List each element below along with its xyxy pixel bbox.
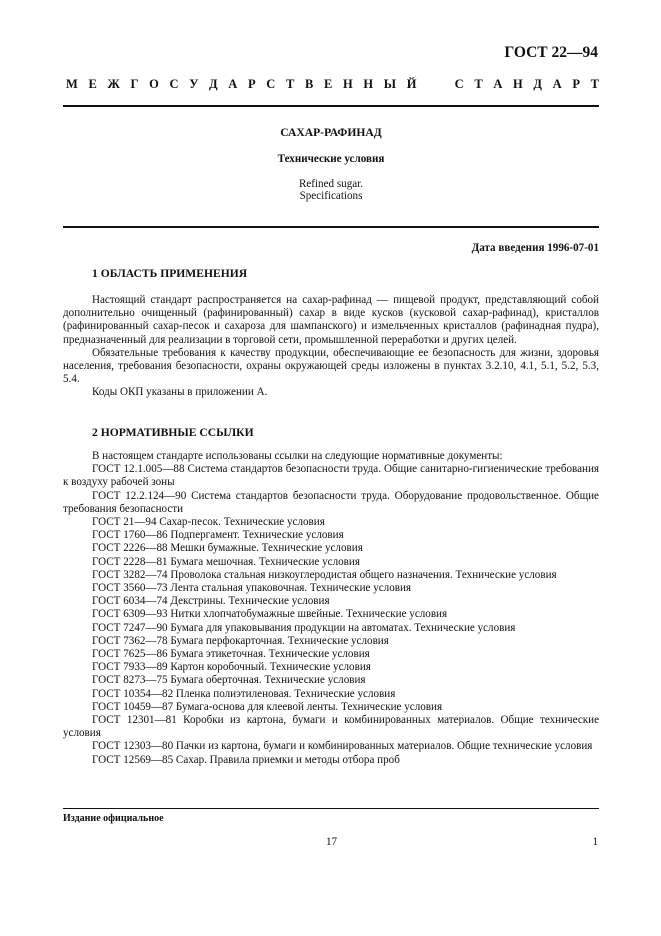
banner-letter: Н <box>513 77 523 91</box>
reference-item: ГОСТ 6034—74 Декстрины. Технические условия <box>92 595 330 608</box>
footer-rule <box>63 808 599 809</box>
banner-letter: Ж <box>107 77 120 91</box>
banner-letter <box>441 78 444 91</box>
document-title: САХАР-РАФИНАД <box>280 126 382 139</box>
reference-item: ГОСТ 6309—93 Нитки хлопчатобумажные швейные. Технические условия <box>92 608 448 621</box>
banner-letter: С <box>454 77 464 91</box>
reference-item: ГОСТ 12.1.005—88 Система стандартов безопасности труда. Общие санитарно-гигиенические требования к воздуху рабочей зоны <box>63 463 599 489</box>
reference-item: ГОСТ 7933—89 Картон коробочный. Технические условия <box>92 661 371 674</box>
banner-letter: А <box>228 77 238 91</box>
reference-item: ГОСТ 7247—90 Бумага для упаковывания продукции на автоматах. Технические условия <box>92 621 516 634</box>
document-code: ГОСТ 22—94 <box>504 44 598 61</box>
banner-letter: Т <box>590 77 599 91</box>
reference-item: ГОСТ 12301—81 Коробки из картона, бумаги и комбинированных материалов. Общие технические условия <box>63 714 599 740</box>
standard-banner <box>66 78 599 91</box>
reference-item: ГОСТ 12.2.124—90 Система стандартов безопасности труда. Оборудование продовольственное. Общие требования безопасности <box>63 489 599 515</box>
banner-letter: Н <box>363 77 374 91</box>
banner-letter: Р <box>247 77 256 91</box>
banner-letter: Р <box>572 77 580 91</box>
section-1-heading: 1 ОБЛАСТЬ ПРИМЕНЕНИЯ <box>92 267 248 280</box>
reference-item: ГОСТ 10459—87 Бумага-основа для клеевой ленты. Технические условия <box>92 700 443 713</box>
banner-letter: У <box>189 77 199 91</box>
reference-item: ГОСТ 3560—73 Лента стальная упаковочная. Технические условия <box>92 582 412 595</box>
reference-item: ГОСТ 1760—86 Подпергамент. Технические условия <box>92 529 344 542</box>
banner-letter: Т <box>474 77 483 91</box>
banner-letter: А <box>493 77 503 91</box>
page-number-center: 17 <box>326 836 338 848</box>
banner-letter: А <box>552 77 562 91</box>
reference-item: ГОСТ 2226—88 Мешки бумажные. Технические условия <box>92 542 363 555</box>
reference-item: ГОСТ 10354—82 Пленка полиэтиленовая. Технические условия <box>92 687 396 700</box>
reference-item: ГОСТ 2228—81 Бумага мешочная. Технические условия <box>92 555 360 568</box>
reference-intro: В настоящем стандарте использованы ссылки на следующие нормативные документы: <box>92 450 503 462</box>
banner-letter: Ы <box>383 77 397 91</box>
reference-item: ГОСТ 7362—78 Бумага перфокарточная. Технические условия <box>92 634 389 647</box>
section-2-body <box>63 450 599 767</box>
document-subtitle: Технические условия <box>277 153 385 165</box>
banner-letter: С <box>169 77 179 91</box>
banner-letter: Г <box>130 77 139 91</box>
banner-letter: Н <box>342 77 353 91</box>
english-title-line-1: Refined sugar. <box>298 178 364 190</box>
header-rule <box>63 105 599 107</box>
reference-item: ГОСТ 7625—86 Бумага этикеточная. Технические условия <box>92 648 370 661</box>
reference-item: ГОСТ 8273—75 Бумага оберточная. Технические условия <box>92 674 366 687</box>
section-1-paragraph: Настоящий стандарт распространяется на сахар-рафинад — пищевой продукт, представляющий собой дополнительно очищенный (рафинированный) сахар в виде кусков (кусковой сахар-рафинад), кристаллов (рафинированный сахар-песок и сахароза для шампанского) и измельченных кристаллов (рафинадная пудра), предназначенный для реализации в торговой сети, промышленной переработки и других целей. <box>63 294 599 346</box>
official-edition-note: Издание официальное <box>63 813 164 824</box>
reference-item: ГОСТ 3282—74 Проволока стальная низкоуглеродистая общего назначения. Технические условия <box>92 568 557 581</box>
page-number-right: 1 <box>592 836 598 848</box>
banner-letter: Й <box>406 77 417 91</box>
section-1-paragraph: Обязательные требования к качеству продукции, обеспечивающие ее безопасность для жизни, здоровья населения, требования безопасности, охраны окружающей среды изложены в пунктах 3.2.10, 4.1, 5.1, 5.2, 5.3, 5.4. <box>63 346 599 386</box>
banner-letter: Т <box>285 77 295 91</box>
title-rule <box>63 226 599 228</box>
banner-letter <box>427 78 430 91</box>
banner-letter: М <box>66 77 78 91</box>
section-1-body <box>63 294 599 400</box>
reference-item: ГОСТ 12569—85 Сахар. Правила приемки и методы отбора проб <box>92 753 400 766</box>
banner-letter: Е <box>88 77 97 91</box>
reference-item: ГОСТ 12303—80 Пачки из картона, бумаги и комбинированных материалов. Общие технические условия <box>92 740 593 753</box>
english-title-line-2: Specifications <box>299 190 363 202</box>
banner-letter: Д <box>209 77 218 91</box>
banner-letter: В <box>304 77 314 91</box>
banner-letter: С <box>266 77 276 91</box>
banner-letter: Д <box>533 77 543 91</box>
introduction-date: Дата введения 1996-07-01 <box>471 242 599 254</box>
section-2-heading: 2 НОРМАТИВНЫЕ ССЫЛКИ <box>92 426 254 439</box>
banner-letter: Е <box>323 77 333 91</box>
banner-letter: О <box>149 77 159 91</box>
reference-item: ГОСТ 21—94 Сахар-песок. Технические условия <box>92 516 325 529</box>
section-1-paragraph: Коды ОКП указаны в приложении А. <box>92 386 268 399</box>
